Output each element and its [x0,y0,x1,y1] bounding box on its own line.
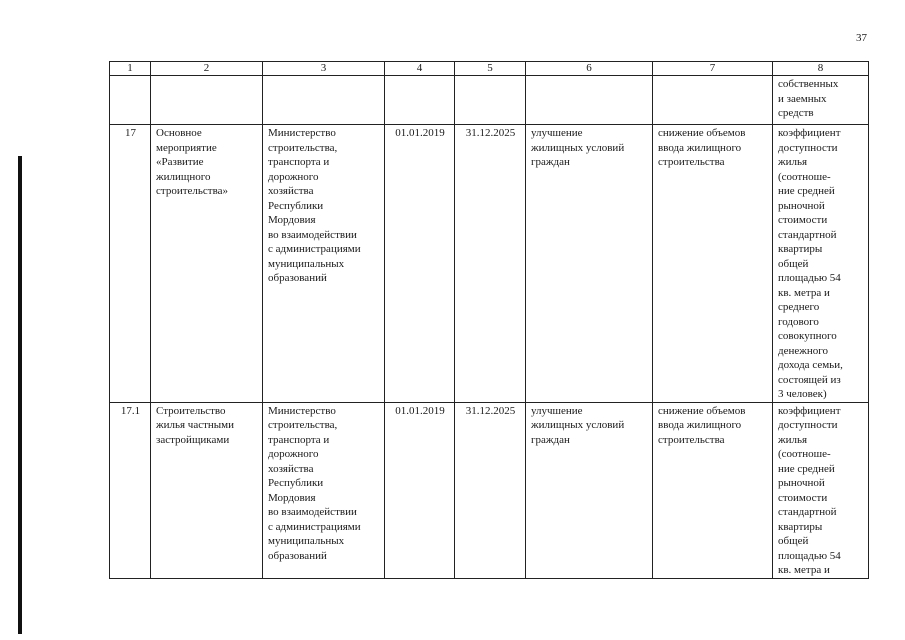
cell-line: общей [778,257,809,270]
cell-line: ввода жилищного [658,141,742,154]
cell-line: с администрациями [268,520,361,533]
cell-line: ввода жилищного [658,419,742,431]
cell-line: коэффициент [778,127,841,139]
cell-line: строительства» [156,185,229,197]
cell-line: Строительство [156,404,226,417]
cell-line: Основное [156,127,202,139]
cell-line: транспорта и [268,433,330,446]
table-cell [653,76,773,125]
cell-line: стандартной [778,228,837,241]
cell-line: строительства [658,156,725,168]
cell-line: образований [268,549,327,562]
cell-line: граждан [531,433,570,446]
executor-cell [263,402,385,578]
table-cell [526,76,653,125]
column-number: 3 [263,62,385,76]
cell-line: образований [268,272,327,284]
cell-line: годового [778,315,819,328]
cell-line: жилищных условий [531,141,625,154]
scan-edge-bar [18,156,22,634]
expected-result-cell [526,125,653,403]
cell-line: дохода семьи, [778,359,843,371]
cell-line: площадью 54 [778,272,841,284]
column-number: 6 [526,62,653,76]
table-row [110,402,869,578]
cell-line: улучшение [531,127,583,139]
start-date-cell: 01.01.2019 [385,125,455,403]
page-number: 37 [856,32,867,44]
cell-line: рыночной [778,477,825,489]
cell-line: жилья [778,433,808,446]
cell-line: строительства [658,433,725,446]
table-cell [385,76,455,125]
cell-line: стоимости [778,491,828,504]
cell-line: среднего [778,301,820,313]
cell-line: жилья [778,156,808,168]
cell-line: средств [778,107,814,119]
cell-line: «Развитие [156,156,204,168]
cell-line: во взаимодействии [268,506,357,518]
cell-line: снижение объемов [658,127,746,139]
cell-line: Министерство [268,404,336,417]
cell-line: Мордовия [268,491,316,504]
row-number-cell: 17.1 [110,402,151,578]
cell-line: граждан [531,156,570,168]
cell-line: и заемных [778,92,827,105]
cell-line: жилищного [156,170,211,183]
cell-line: доступности [778,419,838,431]
cell-line: с администрациями [268,243,361,255]
cell-line: Мордовия [268,214,316,226]
cell-line: совокупного [778,330,837,342]
table-row-continuation [110,76,869,125]
table-row [110,125,869,403]
column-number: 1 [110,62,151,76]
activity-name-cell [151,402,263,578]
cell-line: Республики [268,477,324,489]
indicator-cell [773,76,869,125]
cell-line: площадью 54 [778,549,841,562]
cell-line: ние средней [778,185,835,197]
cell-line: снижение объемов [658,404,746,417]
activity-name-cell [151,125,263,403]
cell-line: Республики [268,199,324,212]
cell-line: общей [778,535,809,547]
cell-line: 3 человек) [778,388,827,400]
column-number: 4 [385,62,455,76]
cell-line: транспорта и [268,156,330,168]
start-date-cell: 01.01.2019 [385,402,455,578]
cell-line: рыночной [778,199,825,212]
table-cell [455,76,526,125]
cell-line: коэффициент [778,404,841,417]
column-number: 8 [773,62,869,76]
cell-line: жилищных условий [531,419,625,431]
cell-line: квартиры [778,243,823,255]
cell-line: строительства, [268,419,338,431]
cell-line: состоящей из [778,373,841,386]
indicator-cell [773,125,869,403]
cell-line: жилья частными [156,419,235,431]
cell-line: квартиры [778,520,823,533]
column-number: 5 [455,62,526,76]
cell-line: хозяйства [268,185,314,197]
cell-line: доступности [778,141,838,154]
cell-line: (соотноше- [778,170,831,183]
executor-cell [263,125,385,403]
table-cell [263,76,385,125]
row-number-cell: 17 [110,125,151,403]
cell-line: денежного [778,344,828,357]
cell-line: (соотноше- [778,448,831,460]
end-date-cell: 31.12.2025 [455,125,526,403]
cell-line: хозяйства [268,462,314,475]
cell-line: застройщиками [156,433,230,446]
table-cell [110,76,151,125]
cell-line: улучшение [531,404,583,417]
end-date-cell: 31.12.2025 [455,402,526,578]
activities-table [109,61,869,579]
cell-line: во взаимодействии [268,228,357,241]
cell-line: муниципальных [268,257,345,270]
column-number-row [110,62,869,76]
expected-result-cell [526,402,653,578]
cell-line: дорожного [268,448,319,460]
cell-line: мероприятие [156,141,217,154]
column-number: 7 [653,62,773,76]
cell-line: кв. метра и [778,564,830,576]
cell-line: стандартной [778,506,837,518]
cell-line: дорожного [268,170,319,183]
cell-line: строительства, [268,141,338,154]
cell-line: ние средней [778,462,835,475]
cell-line: Министерство [268,127,336,139]
consequence-cell [653,402,773,578]
table-cell [151,76,263,125]
cell-line: стоимости [778,214,828,226]
cell-line: муниципальных [268,535,345,547]
cell-line: кв. метра и [778,286,830,299]
cell-line: собственных [778,78,839,90]
indicator-cell [773,402,869,578]
column-number: 2 [151,62,263,76]
consequence-cell [653,125,773,403]
